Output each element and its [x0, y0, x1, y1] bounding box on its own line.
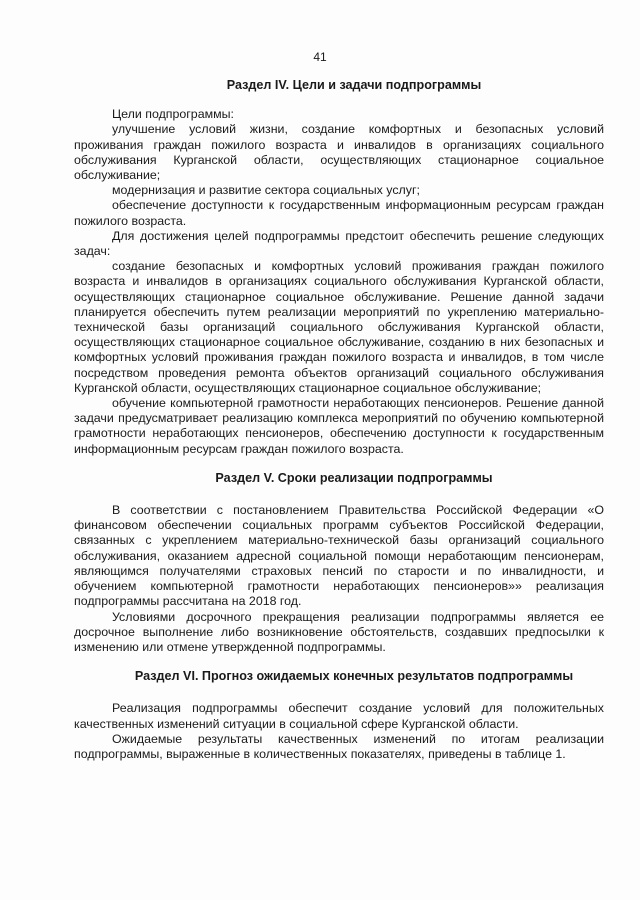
- section-4: [74, 78, 604, 457]
- section-6-title: Раздел VI. Прогноз ожидаемых конечных результатов подпрограммы: [134, 669, 574, 684]
- paragraph: обеспечение доступности к государственным информационным ресурсам граждан пожилого возраста.: [74, 198, 604, 228]
- paragraph: Цели подпрограммы:: [112, 107, 234, 122]
- paragraph: Для достижения целей подпрограммы предстоит обеспечить решение следующих задач:: [74, 228, 604, 259]
- paragraph: создание безопасных и комфортных условий проживания граждан пожилого возраста и инвалидов в организациях социального обслуживания Курганской области, осуществляющих стационарное социальное обслуживание. Решение данной задачи планируется обеспечить путем реализации мероприятий по укреплению материально-технической базы организаций социального обслуживания Курганской области, осуществляющих стационарное социальное обслуживание, созданию в них безопасных и комфортных условий проживания граждан пожилого возраста и инвалидов, в том числе посредством проведения ремонта объектов организаций социального обслуживания Курганской области, осуществляющих стационарное социальное обслуживание;: [74, 259, 604, 395]
- paragraph: Условиями досрочного прекращения реализации подпрограммы является ее досрочное выполнение либо возникновение обстоятельств, создавших предпосылки к изменению или отмене утвержденной подпрограммы.: [74, 609, 604, 654]
- paragraph: В соответствии с постановлением Правительства Российской Федерации «О финансовом обеспечении социальных программ субъектов Российской Федерации, связанных с укреплением материально-технической базы организаций социального обслуживания, оказанием адресной социальной помощи неработающим пенсионерам, являющимся получателями страховых пенсий по старости и по инвалидности, и обучением компьютерной грамотности неработающих пенсионеров»» реализация подпрограммы рассчитана на 2018 год.: [74, 503, 604, 609]
- page-number: 41: [313, 50, 327, 64]
- paragraph: Ожидаемые результаты качественных изменений по итогам реализации подпрограммы, выраженные в количественных показателях, приведены в таблице 1.: [74, 731, 604, 761]
- section-5: [74, 471, 604, 655]
- document-body: [74, 78, 604, 762]
- paragraph: улучшение условий жизни, создание комфортных и безопасных условий проживания граждан пожилого возраста и инвалидов в организациях социального обслуживания Курганской области, осуществляющих стационарное социальное обслуживание;: [74, 122, 604, 183]
- paragraph: модернизация и развитие сектора социальных услуг;: [112, 183, 420, 198]
- section-5-title: Раздел V. Сроки реализации подпрограммы: [215, 470, 493, 485]
- section-4-title: Раздел IV. Цели и задачи подпрограммы: [226, 78, 482, 92]
- section-6: [74, 669, 604, 762]
- paragraph: Реализация подпрограммы обеспечит создание условий для положительных качественных изменений ситуации в социальной сфере Курганской области.: [74, 701, 604, 731]
- paragraph: обучение компьютерной грамотности неработающих пенсионеров. Решение данной задачи предусматривает реализацию комплекса мероприятий по обучению компьютерной грамотности неработающих пенсионеров, обеспечению доступности к государственным информационным ресурсам граждан пожилого возраста.: [74, 396, 604, 456]
